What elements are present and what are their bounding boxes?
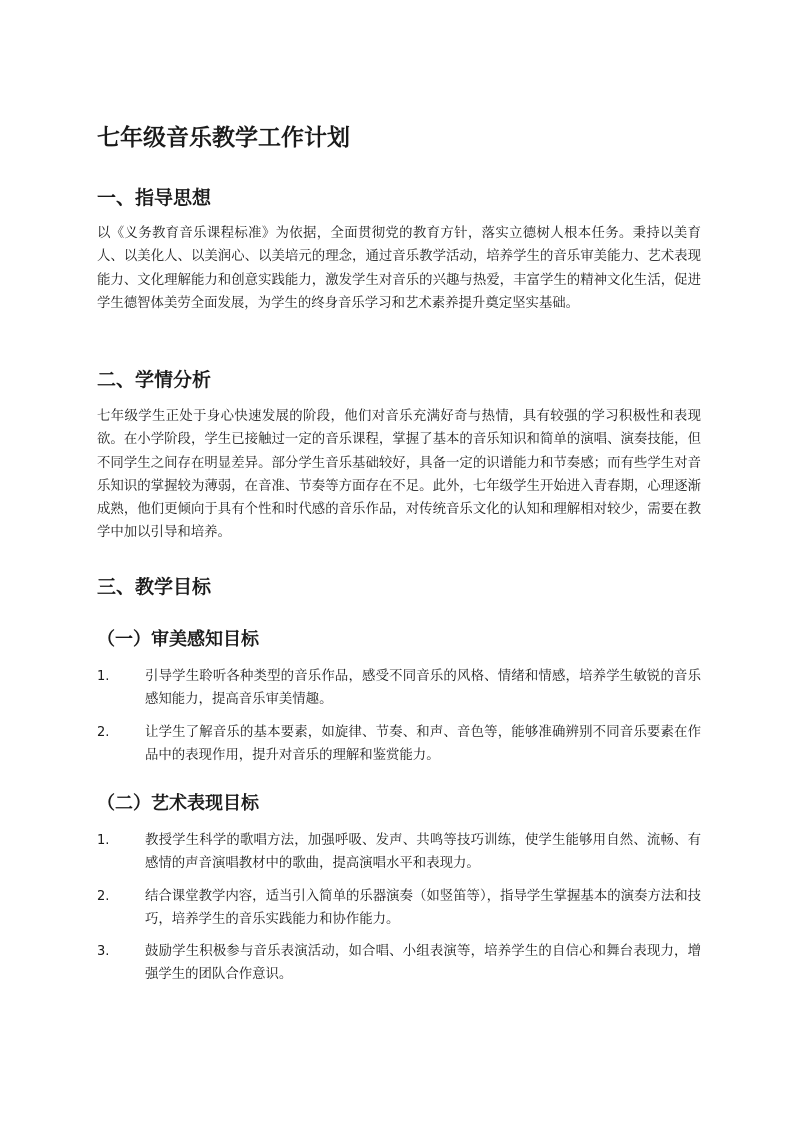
list-item-text: 教授学生科学的歌唱方法，加强呼吸、发声、共鸣等技巧训练，使学生能够用自然、流畅、有感情的声音演唱教材中的歌曲，提高演唱水平和表现力。 bbox=[145, 833, 701, 872]
list-item-number: 2. bbox=[97, 888, 110, 904]
list-item-text: 让学生了解音乐的基本要素，如旋律、节奏、和声、音色等，能够准确辨别不同音乐要素在作品中的表现作用，提升对音乐的理解和鉴赏能力。 bbox=[145, 724, 701, 763]
section-heading-analysis: 二、学情分析 bbox=[97, 369, 212, 391]
section-heading-goals: 三、教学目标 bbox=[97, 576, 212, 598]
performance-goals-list bbox=[97, 829, 701, 996]
aesthetic-goals-list bbox=[97, 665, 701, 776]
list-item-number: 1. bbox=[97, 833, 110, 848]
subsection-heading-performance: （二）艺术表现目标 bbox=[97, 793, 259, 814]
list-item-text: 引导学生聆听各种类型的音乐作品，感受不同音乐的风格、情绪和情感，培养学生敏锐的音乐感知能力，提高音乐审美情趣。 bbox=[145, 669, 701, 708]
list-item-text: 结合课堂教学内容，适当引入简单的乐器演奏（如竖笛等），指导学生掌握基本的演奏方法和技巧，培养学生的音乐实践能力和协作能力。 bbox=[145, 888, 701, 927]
list-item-text: 鼓励学生积极参与音乐表演活动，如合唱、小组表演等，培养学生的自信心和舞台表现力，增强学生的团队合作意识。 bbox=[145, 944, 701, 983]
list-item bbox=[97, 829, 701, 876]
section-text-guiding: 以《义务教育音乐课程标准》为依据，全面贯彻党的教育方针，落实立德树人根本任务。秉持以美育人、以美化人、以美润心、以美培元的理念，通过音乐教学活动，培养学生的音乐审美能力、艺术表现能力、文化理解能力和创意实践能力，激发学生对音乐的兴趣与热爱，丰富学生的精神文化生活，促进学生德智体美劳全面发展，为学生的终身音乐学习和艺术素养提升奠定坚实基础。 bbox=[97, 226, 701, 311]
document-title: 七年级音乐教学工作计划 bbox=[97, 125, 350, 151]
list-item bbox=[97, 721, 701, 768]
list-item bbox=[97, 665, 701, 712]
list-item-number: 2. bbox=[97, 724, 110, 740]
subsection-heading-aesthetic: （一）审美感知目标 bbox=[97, 629, 259, 650]
list-item bbox=[97, 940, 701, 987]
list-item-number: 3. bbox=[97, 944, 110, 960]
section-text-analysis: 七年级学生正处于身心快速发展的阶段，他们对音乐充满好奇与热情，具有较强的学习积极性和表现欲。在小学阶段，学生已接触过一定的音乐课程，掌握了基本的音乐知识和简单的演唱、演奏技能，但不同学生之间存在明显差异。部分学生音乐基础较好，具备一定的识谱能力和节奏感；而有些学生对音乐知识的掌握较为薄弱，在音准、节奏等方面存在不足。此外，七年级学生开始进入青春期，心理逐渐成熟，他们更倾向于具有个性和时代感的音乐作品，对传统音乐文化的认知和理解相对较少，需要在教学中加以引导和培养。 bbox=[97, 409, 701, 541]
list-item bbox=[97, 885, 701, 932]
section-heading-guiding: 一、指导思想 bbox=[97, 187, 212, 209]
list-item-number: 1. bbox=[97, 669, 110, 684]
